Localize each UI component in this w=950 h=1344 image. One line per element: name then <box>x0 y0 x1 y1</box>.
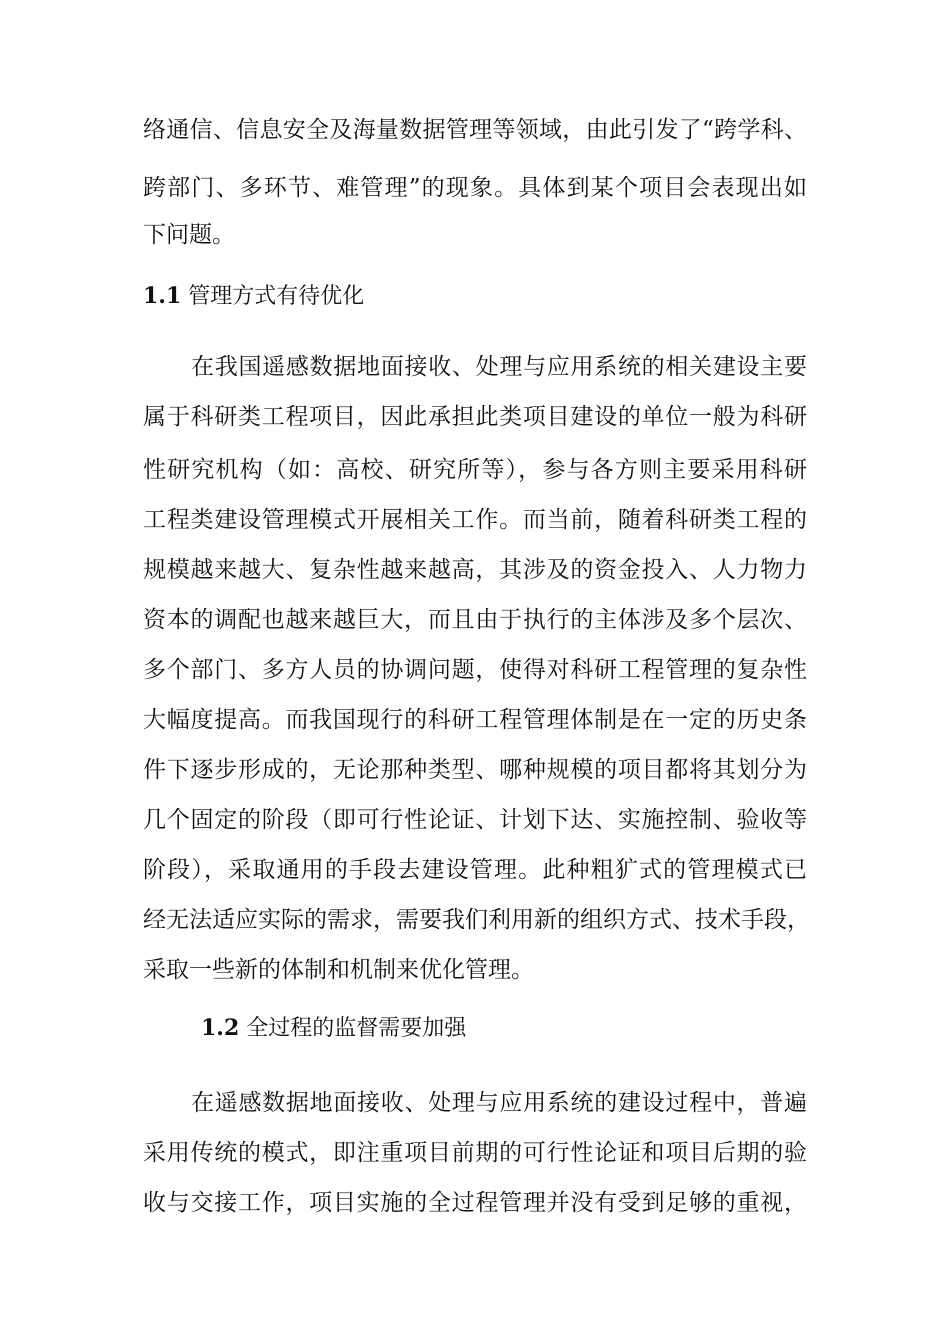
paragraph-line: 采取一些新的体制和机制来优化管理。 <box>143 957 534 983</box>
paragraph-line: 工程类建设管理模式开展相关工作。而当前，随着科研类工程的 <box>143 507 807 533</box>
section-heading-1-1 <box>143 281 364 312</box>
paragraph-line: 规模越来越大、复杂性越来越高，其涉及的资金投入、人力物力 <box>143 557 807 583</box>
paragraph-line: 经无法适应实际的需求，需要我们利用新的组织方式、技术手段， <box>143 907 810 933</box>
paragraph-line: 属于科研类工程项目，因此承担此类项目建设的单位一般为科研 <box>143 404 807 430</box>
paragraph-line: 络通信、信息安全及海量数据管理等领域，由此引发了“跨学科、 <box>143 117 807 143</box>
paragraph-line: 在我国遥感数据地面接收、处理与应用系统的相关建设主要 <box>191 354 807 380</box>
section-number: 1.1 <box>143 283 182 309</box>
paragraph-line: 资本的调配也越来越巨大，而且由于执行的主体涉及多个层次、 <box>143 607 807 633</box>
paragraph-line: 多个部门、多方人员的协调问题，使得对科研工程管理的复杂性 <box>143 657 807 683</box>
paragraph-line: 在遥感数据地面接收、处理与应用系统的建设过程中，普遍 <box>191 1090 807 1116</box>
section-number: 1.2 <box>201 1015 240 1041</box>
section-title: 全过程的监督需要加强 <box>246 1016 467 1041</box>
section-title: 管理方式有待优化 <box>188 284 365 309</box>
section-heading-1-2 <box>201 1013 466 1044</box>
paragraph-line: 采用传统的模式，即注重项目前期的可行性论证和项目后期的验 <box>143 1140 807 1166</box>
paragraph-line: 跨部门、多环节、难管理”的现象。具体到某个项目会表现出如 <box>143 175 807 201</box>
paragraph-line: 大幅度提高。而我国现行的科研工程管理体制是在一定的历史条 <box>143 707 807 733</box>
paragraph-line: 件下逐步形成的，无论那种类型、哪种规模的项目都将其划分为 <box>143 757 807 783</box>
paragraph-line: 下问题。 <box>143 222 235 248</box>
paragraph-line: 几个固定的阶段（即可行性论证、计划下达、实施控制、验收等 <box>143 807 807 833</box>
paragraph-line: 收与交接工作，项目实施的全过程管理并没有受到足够的重视， <box>143 1190 807 1216</box>
paragraph-line: 性研究机构（如：高校、研究所等），参与各方则主要采用科研 <box>143 457 807 483</box>
paragraph-line: 阶段），采取通用的手段去建设管理。此种粗犷式的管理模式已 <box>143 857 807 883</box>
